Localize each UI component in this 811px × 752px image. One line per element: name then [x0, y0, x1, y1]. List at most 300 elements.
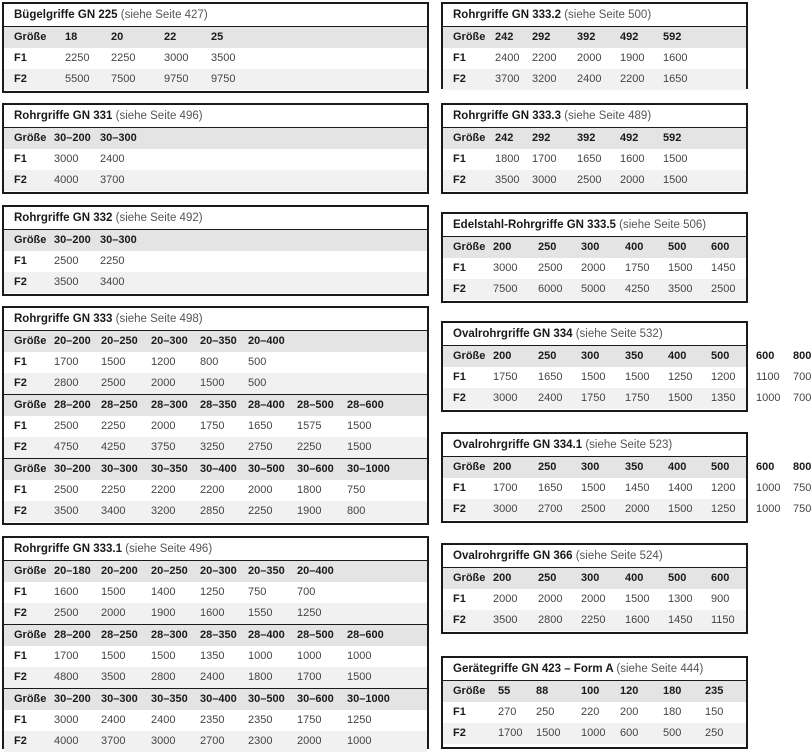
f2-value: 5500 [65, 73, 90, 85]
f2-value: 1600 [625, 614, 650, 626]
f2-value: 500 [248, 377, 267, 389]
size-label: Größe [453, 241, 486, 253]
size-value: 30–200 [54, 132, 91, 144]
f1-label: F1 [14, 356, 27, 368]
f2-row [443, 610, 746, 631]
f1-row [443, 258, 746, 279]
f1-row [443, 478, 811, 499]
f2-value: 1750 [581, 392, 606, 404]
f2-value: 2250 [581, 614, 606, 626]
f1-value: 2250 [101, 420, 126, 432]
f1-value: 2400 [100, 153, 125, 165]
f1-value: 2000 [581, 593, 606, 605]
f1-value: 180 [663, 706, 682, 718]
size-value: 100 [581, 685, 600, 697]
f2-value: 3000 [493, 503, 518, 515]
f2-row [4, 603, 427, 624]
f2-value: 3000 [151, 735, 176, 747]
size-value: 400 [625, 572, 644, 584]
table-title [4, 4, 427, 26]
f1-value: 270 [498, 706, 517, 718]
f2-value: 3500 [493, 614, 518, 626]
f1-row [4, 48, 427, 69]
f2-label: F2 [14, 607, 27, 619]
size-value: 20–300 [151, 335, 188, 347]
f1-value: 1650 [577, 153, 602, 165]
product-name: Rohrgriffe GN 333.2 [453, 9, 561, 21]
size-value: 30–600 [297, 463, 334, 475]
size-value: 28–400 [248, 399, 285, 411]
f1-value: 500 [248, 356, 267, 368]
product-name: Rohrgriffe GN 331 [14, 110, 113, 122]
f1-value: 1750 [625, 262, 650, 274]
f2-value: 3500 [101, 671, 126, 683]
size-value: 30–300 [101, 463, 138, 475]
f1-row [443, 149, 746, 170]
f1-value: 1700 [532, 153, 557, 165]
f2-value: 1700 [498, 727, 523, 739]
page-reference: (siehe Seite 489) [564, 110, 652, 122]
f1-value: 700 [297, 586, 316, 598]
f2-row [443, 69, 746, 90]
f2-value: 2500 [711, 283, 736, 295]
f1-value: 1200 [711, 482, 736, 494]
f2-label: F2 [14, 671, 27, 683]
f1-value: 1000 [248, 650, 273, 662]
table-rohrgriffe-gn-333 [2, 306, 429, 525]
f1-value: 2250 [65, 52, 90, 64]
f1-value: 2500 [54, 420, 79, 432]
size-value: 300 [581, 241, 600, 253]
size-value: 400 [668, 461, 687, 473]
f1-label: F1 [14, 52, 27, 64]
f1-value: 1600 [663, 52, 688, 64]
page-reference: (siehe Seite 506) [619, 219, 707, 231]
product-name: Rohrgriffe GN 333.3 [453, 110, 561, 122]
f2-row [4, 69, 427, 90]
size-row [4, 395, 427, 416]
size-value: 592 [663, 31, 682, 43]
f1-value: 2200 [151, 484, 176, 496]
f1-value: 3500 [211, 52, 236, 64]
product-name: Gerätegriffe GN 423 – Form A [453, 663, 614, 675]
size-value: 20–400 [248, 335, 285, 347]
table-edelstahl-rohrgriffe-gn-333-5 [441, 212, 748, 303]
f1-value: 2400 [495, 52, 520, 64]
f2-label: F2 [14, 73, 27, 85]
f2-value: 4800 [54, 671, 79, 683]
f2-value: 2500 [101, 377, 126, 389]
f1-value: 1000 [756, 482, 781, 494]
size-value: 235 [705, 685, 724, 697]
table-title [4, 538, 427, 560]
size-value: 350 [625, 350, 644, 362]
size-value: 20–300 [200, 565, 237, 577]
f1-value: 1250 [200, 586, 225, 598]
f2-row [443, 499, 811, 520]
size-value: 20–180 [54, 565, 91, 577]
table-rohrgriffe-gn-331 [2, 103, 429, 194]
f2-value: 1750 [625, 392, 650, 404]
f2-value: 750 [793, 503, 811, 515]
f2-label: F2 [453, 283, 466, 295]
size-label: Größe [453, 31, 486, 43]
load-section [443, 567, 746, 631]
f1-value: 1900 [620, 52, 645, 64]
f1-value: 2000 [577, 52, 602, 64]
f1-value: 1750 [200, 420, 225, 432]
f2-value: 1250 [711, 503, 736, 515]
f1-value: 1500 [151, 650, 176, 662]
size-label: Größe [14, 629, 47, 641]
f1-value: 2000 [248, 484, 273, 496]
page-reference: (siehe Seite 524) [575, 550, 663, 562]
page-reference: (siehe Seite 444) [616, 663, 704, 675]
f1-value: 1500 [625, 371, 650, 383]
f1-value: 1500 [663, 153, 688, 165]
f2-label: F2 [453, 174, 466, 186]
product-name: Ovalrohrgriffe GN 334.1 [453, 439, 583, 451]
f1-value: 2500 [538, 262, 563, 274]
size-value: 350 [625, 461, 644, 473]
f2-value: 2000 [297, 735, 322, 747]
f1-value: 2200 [532, 52, 557, 64]
f2-value: 7500 [111, 73, 136, 85]
f2-value: 2400 [577, 73, 602, 85]
f1-value: 3000 [54, 714, 79, 726]
f2-value: 2700 [200, 735, 225, 747]
f2-value: 2750 [248, 441, 273, 453]
f2-value: 1500 [663, 174, 688, 186]
f2-value: 4000 [54, 174, 79, 186]
f2-value: 9750 [164, 73, 189, 85]
size-label: Größe [14, 234, 47, 246]
product-name: Bügelgriffe GN 225 [14, 9, 118, 21]
f1-value: 150 [705, 706, 724, 718]
size-row [443, 457, 811, 478]
size-value: 800 [793, 461, 811, 473]
f2-value: 2400 [200, 671, 225, 683]
f1-label: F1 [453, 371, 466, 383]
load-section [443, 680, 746, 744]
f1-value: 1500 [581, 371, 606, 383]
table-title [4, 105, 427, 127]
product-name: Ovalrohrgriffe GN 334 [453, 328, 573, 340]
f1-value: 2350 [248, 714, 273, 726]
f2-value: 250 [705, 727, 724, 739]
f1-value: 2350 [200, 714, 225, 726]
f1-value: 900 [711, 593, 730, 605]
f1-value: 2250 [101, 484, 126, 496]
size-value: 20 [111, 31, 124, 43]
f2-value: 2000 [625, 503, 650, 515]
f2-value: 3000 [532, 174, 557, 186]
page-reference: (siehe Seite 492) [115, 212, 203, 224]
f1-value: 250 [536, 706, 555, 718]
f2-value: 1250 [297, 607, 322, 619]
size-row [4, 625, 427, 646]
page-reference: (siehe Seite 523) [585, 439, 673, 451]
f2-value: 1000 [756, 392, 781, 404]
f1-value: 1700 [54, 356, 79, 368]
f2-label: F2 [453, 73, 466, 85]
size-value: 800 [793, 350, 811, 362]
table-rohrgriffe-gn-333-2 [441, 2, 748, 89]
product-name: Edelstahl-Rohrgriffe GN 333.5 [453, 219, 616, 231]
f1-value: 1500 [101, 356, 126, 368]
f1-value: 2000 [151, 420, 176, 432]
load-section [4, 688, 427, 752]
f2-label: F2 [453, 392, 466, 404]
size-value: 28–300 [151, 629, 188, 641]
size-value: 18 [65, 31, 78, 43]
f1-row [443, 367, 811, 388]
f1-value: 3000 [54, 153, 79, 165]
f1-value: 750 [248, 586, 267, 598]
f2-value: 2300 [248, 735, 273, 747]
size-value: 20–350 [200, 335, 237, 347]
size-value: 28–400 [248, 629, 285, 641]
page-reference: (siehe Seite 427) [120, 9, 208, 21]
f2-value: 3700 [495, 73, 520, 85]
size-value: 55 [498, 685, 511, 697]
size-value: 30–600 [297, 693, 334, 705]
size-value: 200 [493, 241, 512, 253]
f2-value: 3400 [101, 505, 126, 517]
f1-value: 1500 [101, 586, 126, 598]
product-name: Rohrgriffe GN 333 [14, 313, 113, 325]
f1-value: 1600 [620, 153, 645, 165]
product-name: Ovalrohrgriffe GN 366 [453, 550, 573, 562]
table-ovalrohrgriffe-gn-334 [441, 321, 811, 412]
page-reference: (siehe Seite 496) [115, 110, 203, 122]
product-name: Rohrgriffe GN 333.1 [14, 543, 122, 555]
f1-value: 1750 [297, 714, 322, 726]
size-value: 30–1000 [347, 693, 390, 705]
page-reference: (siehe Seite 496) [125, 543, 213, 555]
size-value: 30–500 [248, 463, 285, 475]
f1-label: F1 [453, 52, 466, 64]
size-row [4, 561, 427, 582]
table-title [443, 105, 746, 127]
table-ger-tegriffe-gn-423-form-a [441, 656, 748, 749]
size-value: 392 [577, 31, 596, 43]
table-title [443, 545, 746, 567]
size-value: 30–300 [100, 132, 137, 144]
product-name: Rohrgriffe GN 332 [14, 212, 113, 224]
size-value: 20–250 [151, 565, 188, 577]
size-value: 200 [493, 461, 512, 473]
f2-value: 2800 [151, 671, 176, 683]
size-value: 28–500 [297, 629, 334, 641]
f2-value: 700 [793, 392, 811, 404]
f2-value: 2250 [297, 441, 322, 453]
f2-value: 500 [663, 727, 682, 739]
f1-label: F1 [14, 255, 27, 267]
size-value: 500 [668, 572, 687, 584]
f2-value: 800 [347, 505, 366, 517]
size-row [4, 230, 427, 251]
f2-value: 2200 [620, 73, 645, 85]
size-value: 28–600 [347, 629, 384, 641]
f2-value: 4250 [101, 441, 126, 453]
f1-value: 1650 [538, 482, 563, 494]
f2-value: 1500 [347, 441, 372, 453]
size-label: Größe [14, 399, 47, 411]
f1-value: 1300 [668, 593, 693, 605]
size-value: 22 [164, 31, 177, 43]
f2-value: 3700 [100, 174, 125, 186]
load-section [443, 236, 746, 300]
f2-value: 7500 [493, 283, 518, 295]
f2-value: 3000 [493, 392, 518, 404]
f2-value: 3500 [54, 276, 79, 288]
f1-value: 1700 [54, 650, 79, 662]
f1-label: F1 [14, 650, 27, 662]
size-value: 600 [756, 350, 775, 362]
size-value: 28–200 [54, 399, 91, 411]
load-section [443, 26, 746, 90]
size-value: 20–400 [297, 565, 334, 577]
f2-value: 2000 [620, 174, 645, 186]
size-value: 592 [663, 132, 682, 144]
f1-value: 200 [620, 706, 639, 718]
f1-value: 1600 [54, 586, 79, 598]
load-section [4, 330, 427, 394]
f2-value: 2000 [151, 377, 176, 389]
table-rohrgriffe-gn-332 [2, 205, 429, 296]
f1-row [4, 352, 427, 373]
f2-row [4, 437, 427, 458]
size-row [4, 459, 427, 480]
size-label: Größe [14, 132, 47, 144]
f2-value: 3700 [101, 735, 126, 747]
f2-value: 1450 [668, 614, 693, 626]
f2-label: F2 [14, 441, 27, 453]
load-section [4, 26, 427, 90]
f2-row [4, 170, 427, 191]
size-row [4, 331, 427, 352]
f2-value: 2500 [54, 607, 79, 619]
size-value: 20–200 [54, 335, 91, 347]
f2-value: 2800 [54, 377, 79, 389]
f1-value: 1500 [625, 593, 650, 605]
size-label: Größe [14, 463, 47, 475]
f1-row [4, 710, 427, 731]
size-label: Größe [14, 31, 47, 43]
f1-value: 1575 [297, 420, 322, 432]
size-value: 30–400 [200, 463, 237, 475]
size-row [443, 681, 746, 702]
f1-row [4, 646, 427, 667]
f2-value: 2400 [538, 392, 563, 404]
size-value: 392 [577, 132, 596, 144]
f1-value: 1750 [493, 371, 518, 383]
f2-value: 1350 [711, 392, 736, 404]
f2-row [4, 731, 427, 752]
f1-label: F1 [14, 420, 27, 432]
f2-row [443, 279, 746, 300]
size-row [443, 568, 746, 589]
load-section [4, 394, 427, 458]
size-value: 600 [711, 572, 730, 584]
size-value: 88 [536, 685, 549, 697]
f1-value: 3000 [164, 52, 189, 64]
size-value: 30–200 [54, 693, 91, 705]
f2-label: F2 [453, 503, 466, 515]
size-row [4, 689, 427, 710]
f1-value: 1250 [668, 371, 693, 383]
f2-value: 3750 [151, 441, 176, 453]
table-rohrgriffe-gn-333-1 [2, 536, 429, 749]
f1-row [443, 48, 746, 69]
size-value: 200 [493, 350, 512, 362]
f2-row [4, 667, 427, 688]
size-value: 28–250 [101, 399, 138, 411]
f1-value: 750 [347, 484, 366, 496]
f2-value: 4250 [625, 283, 650, 295]
f1-value: 2250 [111, 52, 136, 64]
size-value: 200 [493, 572, 512, 584]
size-row [443, 346, 811, 367]
size-label: Größe [453, 572, 486, 584]
f2-value: 1800 [248, 671, 273, 683]
f2-value: 1500 [668, 503, 693, 515]
f1-value: 1650 [248, 420, 273, 432]
size-value: 28–600 [347, 399, 384, 411]
f1-value: 1350 [200, 650, 225, 662]
size-value: 300 [581, 461, 600, 473]
f2-label: F2 [14, 276, 27, 288]
size-row [4, 128, 427, 149]
f1-value: 2000 [493, 593, 518, 605]
f1-value: 2400 [101, 714, 126, 726]
f1-row [4, 480, 427, 501]
page-reference: (siehe Seite 498) [115, 313, 203, 325]
size-value: 300 [581, 350, 600, 362]
f1-value: 2000 [581, 262, 606, 274]
f2-value: 3200 [151, 505, 176, 517]
table-title [4, 308, 427, 330]
table-title [443, 434, 746, 456]
f2-value: 4000 [54, 735, 79, 747]
size-value: 28–350 [200, 399, 237, 411]
f1-value: 700 [793, 371, 811, 383]
size-value: 250 [538, 461, 557, 473]
f1-value: 1650 [538, 371, 563, 383]
f2-value: 600 [620, 727, 639, 739]
f1-value: 1100 [756, 371, 780, 383]
f2-value: 1000 [581, 727, 606, 739]
f1-label: F1 [14, 714, 27, 726]
load-section [4, 560, 427, 624]
f1-value: 1000 [347, 650, 372, 662]
f2-value: 2000 [101, 607, 126, 619]
size-value: 242 [495, 31, 514, 43]
size-value: 492 [620, 31, 639, 43]
f2-value: 1600 [200, 607, 225, 619]
size-value: 30–350 [151, 463, 188, 475]
size-label: Größe [14, 693, 47, 705]
f1-label: F1 [453, 153, 466, 165]
size-value: 28–350 [200, 629, 237, 641]
size-value: 20–350 [248, 565, 285, 577]
f1-label: F1 [14, 586, 27, 598]
f2-label: F2 [453, 614, 466, 626]
size-value: 30–200 [54, 234, 91, 246]
f1-value: 1450 [711, 262, 736, 274]
f2-value: 1500 [347, 671, 372, 683]
